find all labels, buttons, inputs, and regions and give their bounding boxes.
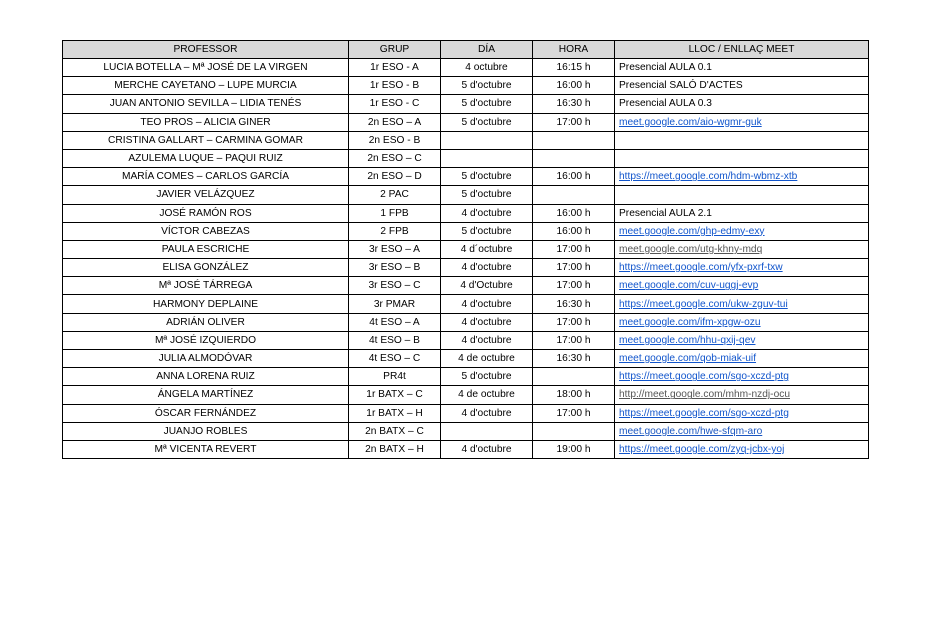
meet-link[interactable]: https://meet.google.com/hdm-wbmz-xtb bbox=[615, 168, 869, 186]
hora-cell: 17:00 h bbox=[533, 277, 615, 295]
header-grup: GRUP bbox=[349, 41, 441, 59]
professor-cell: Mª VICENTA REVERT bbox=[63, 440, 349, 458]
meet-link[interactable]: meet.google.com/hwe-sfqm-aro bbox=[615, 422, 869, 440]
professor-cell: LUCIA BOTELLA – Mª JOSÉ DE LA VIRGEN bbox=[63, 59, 349, 77]
grup-cell: 3r ESO – A bbox=[349, 240, 441, 258]
professor-cell: JOSÉ RAMÓN ROS bbox=[63, 204, 349, 222]
dia-cell: 4 d'octubre bbox=[441, 404, 533, 422]
meet-link[interactable]: https://meet.google.com/sgo-xczd-ptg bbox=[615, 404, 869, 422]
dia-cell bbox=[441, 422, 533, 440]
table-row bbox=[63, 131, 869, 149]
grup-cell: 2 FPB bbox=[349, 222, 441, 240]
grup-cell: 2n ESO – C bbox=[349, 149, 441, 167]
meet-link[interactable]: https://meet.google.com/sgo-xczd-ptg bbox=[615, 368, 869, 386]
meet-link[interactable]: https://meet.google.com/ukw-zguv-tui bbox=[615, 295, 869, 313]
hora-cell bbox=[533, 368, 615, 386]
dia-cell: 4 de octubre bbox=[441, 350, 533, 368]
dia-cell: 4 d´octubre bbox=[441, 240, 533, 258]
header-dia: DÍA bbox=[441, 41, 533, 59]
hora-cell: 17:00 h bbox=[533, 113, 615, 131]
grup-cell: 1r BATX – C bbox=[349, 386, 441, 404]
dia-cell: 4 d'octubre bbox=[441, 331, 533, 349]
meet-link[interactable]: meet.google.com/utg-khny-mdq bbox=[615, 240, 869, 258]
meet-link[interactable]: meet.google.com/ghp-edmy-exy bbox=[615, 222, 869, 240]
professor-cell: TEO PROS – ALICIA GINER bbox=[63, 113, 349, 131]
grup-cell: 4t ESO – A bbox=[349, 313, 441, 331]
hora-cell: 16:00 h bbox=[533, 204, 615, 222]
grup-cell: 3r PMAR bbox=[349, 295, 441, 313]
meet-link[interactable]: meet.google.com/hhu-qxij-qev bbox=[615, 331, 869, 349]
hora-cell: 16:30 h bbox=[533, 295, 615, 313]
dia-cell: 5 d'octubre bbox=[441, 77, 533, 95]
hora-cell: 17:00 h bbox=[533, 259, 615, 277]
lloc-cell bbox=[615, 186, 869, 204]
professor-cell: VÍCTOR CABEZAS bbox=[63, 222, 349, 240]
grup-cell: 2n ESO – A bbox=[349, 113, 441, 131]
professor-cell: JULIA ALMODÓVAR bbox=[63, 350, 349, 368]
professor-cell: MERCHE CAYETANO – LUPE MURCIA bbox=[63, 77, 349, 95]
professor-cell: JUAN ANTONIO SEVILLA – LIDIA TENÉS bbox=[63, 95, 349, 113]
table-row bbox=[63, 113, 869, 131]
table-row bbox=[63, 331, 869, 349]
table-row bbox=[63, 422, 869, 440]
hora-cell: 19:00 h bbox=[533, 440, 615, 458]
grup-cell: 3r ESO – B bbox=[349, 259, 441, 277]
professor-cell: HARMONY DEPLAINE bbox=[63, 295, 349, 313]
hora-cell bbox=[533, 422, 615, 440]
table-row bbox=[63, 95, 869, 113]
lloc-cell: Presencial AULA 2.1 bbox=[615, 204, 869, 222]
hora-cell: 16:00 h bbox=[533, 77, 615, 95]
header-hora: HORA bbox=[533, 41, 615, 59]
hora-cell: 16:30 h bbox=[533, 95, 615, 113]
table-row bbox=[63, 222, 869, 240]
meet-link[interactable]: meet.google.com/aio-wgmr-guk bbox=[615, 113, 869, 131]
hora-cell bbox=[533, 131, 615, 149]
dia-cell: 4 octubre bbox=[441, 59, 533, 77]
professor-cell: ÓSCAR FERNÁNDEZ bbox=[63, 404, 349, 422]
professor-cell: Mª JOSÉ TÁRREGA bbox=[63, 277, 349, 295]
grup-cell: PR4t bbox=[349, 368, 441, 386]
dia-cell bbox=[441, 149, 533, 167]
professor-cell: ANNA LORENA RUIZ bbox=[63, 368, 349, 386]
dia-cell: 4 d'octubre bbox=[441, 204, 533, 222]
table-row bbox=[63, 204, 869, 222]
dia-cell: 4 d'octubre bbox=[441, 313, 533, 331]
hora-cell: 17:00 h bbox=[533, 331, 615, 349]
grup-cell: 1 FPB bbox=[349, 204, 441, 222]
table-row bbox=[63, 277, 869, 295]
lloc-cell: Presencial AULA 0.3 bbox=[615, 95, 869, 113]
professor-cell: CRISTINA GALLART – CARMINA GOMAR bbox=[63, 131, 349, 149]
hora-cell: 17:00 h bbox=[533, 313, 615, 331]
professor-cell: ÁNGELA MARTÍNEZ bbox=[63, 386, 349, 404]
meet-link[interactable]: meet.google.com/cuv-uggj-evp bbox=[615, 277, 869, 295]
header-row bbox=[63, 41, 869, 59]
hora-cell: 16:00 h bbox=[533, 168, 615, 186]
dia-cell: 5 d'octubre bbox=[441, 95, 533, 113]
professor-cell: MARÍA COMES – CARLOS GARCÍA bbox=[63, 168, 349, 186]
grup-cell: 1r ESO - B bbox=[349, 77, 441, 95]
dia-cell: 4 d'Octubre bbox=[441, 277, 533, 295]
grup-cell: 2n ESO - B bbox=[349, 131, 441, 149]
professor-cell: PAULA ESCRICHE bbox=[63, 240, 349, 258]
professor-cell: AZULEMA LUQUE – PAQUI RUIZ bbox=[63, 149, 349, 167]
meet-link[interactable]: http://meet.google.com/mhm-nzdj-ocu bbox=[615, 386, 869, 404]
table-row bbox=[63, 313, 869, 331]
hora-cell: 17:00 h bbox=[533, 404, 615, 422]
meet-link[interactable]: meet.google.com/ifm-xpgw-ozu bbox=[615, 313, 869, 331]
meet-link[interactable]: https://meet.google.com/yfx-pxrf-txw bbox=[615, 259, 869, 277]
table-row bbox=[63, 168, 869, 186]
grup-cell: 4t ESO – C bbox=[349, 350, 441, 368]
table-row bbox=[63, 404, 869, 422]
dia-cell: 5 d'octubre bbox=[441, 222, 533, 240]
table-row bbox=[63, 440, 869, 458]
grup-cell: 2n BATX – H bbox=[349, 440, 441, 458]
table-row bbox=[63, 186, 869, 204]
dia-cell: 5 d'octubre bbox=[441, 168, 533, 186]
meet-link[interactable]: https://meet.google.com/zyq-jcbx-yoj bbox=[615, 440, 869, 458]
hora-cell: 16:00 h bbox=[533, 222, 615, 240]
schedule-table bbox=[62, 40, 869, 459]
dia-cell: 4 de octubre bbox=[441, 386, 533, 404]
professor-cell: ELISA GONZÁLEZ bbox=[63, 259, 349, 277]
professor-cell: JUANJO ROBLES bbox=[63, 422, 349, 440]
dia-cell: 4 d'octubre bbox=[441, 259, 533, 277]
table-row bbox=[63, 59, 869, 77]
table-row bbox=[63, 368, 869, 386]
lloc-cell: Presencial SALÓ D'ACTES bbox=[615, 77, 869, 95]
table-row bbox=[63, 350, 869, 368]
grup-cell: 1r BATX – H bbox=[349, 404, 441, 422]
hora-cell: 16:15 h bbox=[533, 59, 615, 77]
table-row bbox=[63, 295, 869, 313]
hora-cell: 18:00 h bbox=[533, 386, 615, 404]
table-row bbox=[63, 386, 869, 404]
table-row bbox=[63, 259, 869, 277]
professor-cell: JAVIER VELÁZQUEZ bbox=[63, 186, 349, 204]
dia-cell: 5 d'octubre bbox=[441, 186, 533, 204]
hora-cell bbox=[533, 186, 615, 204]
lloc-cell bbox=[615, 131, 869, 149]
dia-cell: 4 d'octubre bbox=[441, 440, 533, 458]
dia-cell: 5 d'octubre bbox=[441, 368, 533, 386]
professor-cell: Mª JOSÉ IZQUIERDO bbox=[63, 331, 349, 349]
lloc-cell: Presencial AULA 0.1 bbox=[615, 59, 869, 77]
grup-cell: 2n BATX – C bbox=[349, 422, 441, 440]
table-row bbox=[63, 77, 869, 95]
header-professor: PROFESSOR bbox=[63, 41, 349, 59]
grup-cell: 2 PAC bbox=[349, 186, 441, 204]
grup-cell: 2n ESO – D bbox=[349, 168, 441, 186]
table-body bbox=[63, 59, 869, 459]
grup-cell: 4t ESO – B bbox=[349, 331, 441, 349]
meet-link[interactable]: meet.google.com/qob-miak-uif bbox=[615, 350, 869, 368]
grup-cell: 3r ESO – C bbox=[349, 277, 441, 295]
table-row bbox=[63, 240, 869, 258]
table-row bbox=[63, 149, 869, 167]
header-lloc: LLOC / ENLLAÇ MEET bbox=[615, 41, 869, 59]
lloc-cell bbox=[615, 149, 869, 167]
grup-cell: 1r ESO - C bbox=[349, 95, 441, 113]
hora-cell: 16:30 h bbox=[533, 350, 615, 368]
grup-cell: 1r ESO - A bbox=[349, 59, 441, 77]
hora-cell bbox=[533, 149, 615, 167]
dia-cell: 5 d'octubre bbox=[441, 113, 533, 131]
hora-cell: 17:00 h bbox=[533, 240, 615, 258]
dia-cell bbox=[441, 131, 533, 149]
dia-cell: 4 d'octubre bbox=[441, 295, 533, 313]
professor-cell: ADRIÁN OLIVER bbox=[63, 313, 349, 331]
